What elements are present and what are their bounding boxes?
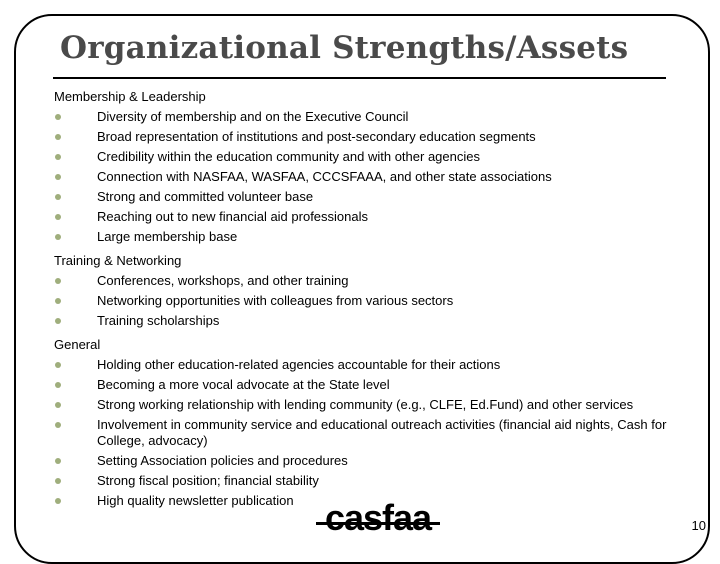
list-item-text: Becoming a more vocal advocate at the State level (97, 377, 390, 392)
list-item-text: Reaching out to new financial aid professionals (97, 209, 369, 224)
list-item-text: Setting Association policies and procedures (97, 453, 348, 468)
svg-text:casfaa: casfaa (324, 500, 432, 534)
bullet-icon (55, 174, 61, 180)
list-item-text: Connection with NASFAA, WASFAA, CCCSFAAA, and other state associations (97, 169, 552, 184)
bullet-list (54, 271, 694, 331)
list-item-text: Strong and committed volunteer base (97, 189, 314, 204)
bullet-icon (55, 422, 61, 428)
list-item-text: Strong working relationship with lending community (e.g., CLFE, Ed.Fund) and other services (97, 397, 634, 412)
bullet-icon (55, 498, 61, 504)
list-item (54, 167, 694, 187)
list-item-text: Conferences, workshops, and other training (97, 273, 349, 288)
list-item (54, 395, 694, 415)
list-item (54, 227, 694, 247)
list-item (54, 127, 694, 147)
list-item (54, 207, 694, 227)
bullet-icon (55, 278, 61, 284)
bullet-icon (55, 382, 61, 388)
list-item-text: High quality newsletter publication (97, 493, 294, 508)
bullet-icon (55, 214, 61, 220)
list-item (54, 147, 694, 167)
bullet-icon (55, 114, 61, 120)
bullet-icon (55, 362, 61, 368)
bullet-icon (55, 154, 61, 160)
bullet-icon (55, 298, 61, 304)
bullet-icon (55, 402, 61, 408)
bullet-icon (55, 478, 61, 484)
list-item-text: Large membership base (97, 229, 238, 244)
slide-content (54, 87, 694, 511)
section-membership-leadership (54, 87, 694, 247)
slide-title: Organizational Strengths/Assets (60, 30, 629, 66)
list-item-text: Networking opportunities with colleagues from various sectors (97, 293, 454, 308)
section-general (54, 335, 694, 511)
bullet-icon (55, 458, 61, 464)
list-item-text: Involvement in community service and educational outreach activities (financial aid nights, Cash for College, advocacy) (97, 417, 667, 448)
bullet-icon (55, 234, 61, 240)
list-item (54, 415, 694, 451)
list-item (54, 271, 694, 291)
bullet-icon (55, 194, 61, 200)
list-item (54, 187, 694, 207)
list-item-text: Strong fiscal position; financial stability (97, 473, 319, 488)
bullet-list (54, 355, 694, 511)
list-item (54, 375, 694, 395)
page-number: 10 (691, 518, 706, 533)
title-underline (53, 77, 666, 79)
section-heading: Membership & Leadership (54, 89, 206, 104)
section-heading: Training & Networking (54, 253, 182, 268)
casfaa-logo (316, 500, 440, 534)
list-item (54, 355, 694, 375)
bullet-list (54, 107, 694, 247)
list-item (54, 107, 694, 127)
list-item (54, 471, 694, 491)
list-item-text: Broad representation of institutions and post-secondary education segments (97, 129, 536, 144)
list-item (54, 451, 694, 471)
section-heading: General (54, 337, 101, 352)
list-item-text: Credibility within the education community and with other agencies (97, 149, 480, 164)
list-item-text: Diversity of membership and on the Executive Council (97, 109, 409, 124)
list-item (54, 311, 694, 331)
bullet-icon (55, 318, 61, 324)
list-item (54, 291, 694, 311)
list-item-text: Training scholarships (97, 313, 220, 328)
section-training-networking (54, 251, 694, 331)
bullet-icon (55, 134, 61, 140)
list-item-text: Holding other education-related agencies accountable for their actions (97, 357, 501, 372)
